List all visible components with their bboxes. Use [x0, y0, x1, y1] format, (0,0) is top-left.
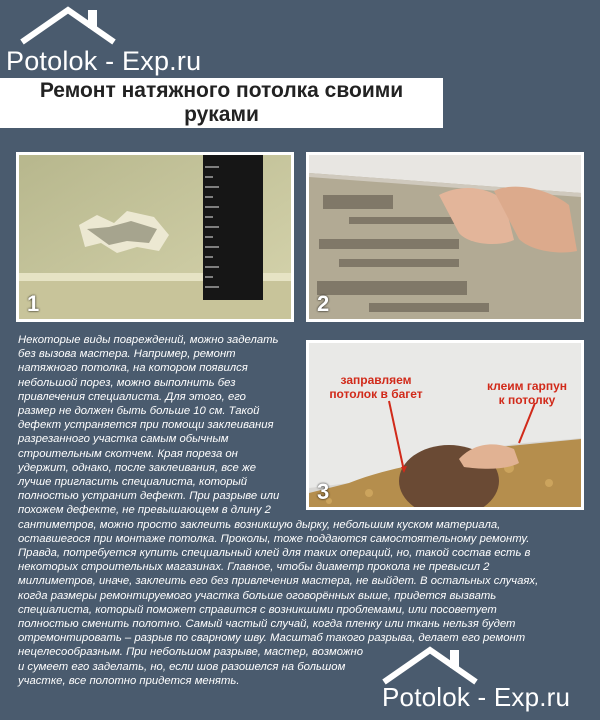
article-line: Правда, потребуется купить специальный клей для таких операций, но, такой состав есть в: [18, 547, 531, 560]
photo-2-ceiling-edge: [306, 152, 584, 322]
article-line: миллиметров, иначе, заклеить его без привлечения мастера, не выйдет. В остальных случаях,: [18, 575, 539, 588]
site-logo-bottom[interactable]: [380, 644, 595, 714]
article-line: участке, все полотно придется менять.: [18, 674, 240, 687]
photo-number: 1: [27, 291, 40, 316]
house-icon: [18, 4, 128, 46]
article-line: когда размеры ремонтируемого участка больше оговорённых выше, придется вызвать: [18, 589, 497, 602]
article-line: полностью сменить полотно. Самый частый случай, когда пленку или ткань нельзя будет: [18, 618, 516, 631]
article-line: размер не должен быть больше 10 см. Такой: [18, 405, 260, 418]
article-line: лучше пригласить специалиста, который: [18, 476, 248, 489]
title-line-2: руками: [184, 103, 259, 126]
annotation-garpun-line-2: к потолку: [498, 393, 556, 407]
article-line: Некоторые виды повреждений, можно заделать: [18, 334, 279, 346]
article-line: дефект устраняется при помощи заклеивания: [18, 419, 274, 432]
page-title: [0, 78, 443, 127]
title-line-1: Ремонт натяжного потолка своими: [39, 79, 404, 102]
logo-text: Potolok - Exp.ru: [382, 682, 571, 712]
article-line: специалиста, который поможет справится с возникшими проблемами, или посоветует: [18, 603, 497, 616]
article-line: привлечения специалиста. Для этого, его: [18, 390, 246, 403]
article-line: натяжного потолка, на котором появился: [18, 362, 248, 375]
photo-1-torn-ceiling: [16, 152, 294, 322]
article-line: сантиметров, можно просто заклеить возникшую дырку, небольшим куском материала,: [18, 518, 501, 531]
photo-1-illustration: [19, 155, 291, 319]
photo-number: 3: [317, 479, 330, 504]
photo-number: 2: [317, 291, 330, 316]
article-line: отремонтировать – разрыв по сварному шву. Масштаб такого разрыва, делает его ремонт: [18, 632, 526, 645]
article-line: оставшегося при монтаже потолка. Проколы, тоже поддаются самостоятельному ремонту.: [18, 532, 530, 545]
annotation-baget-line-1: заправляем: [340, 373, 412, 387]
logo-text: Potolok - Exp.ru: [6, 46, 202, 76]
article-line: похожем дефекте, не превышающем в длину 2: [18, 504, 271, 517]
article-line: некоторых строительных магазинах. Главное, чтобы диаметр прокола не превысил 2: [18, 561, 490, 574]
annotation-garpun-line-1: клеим гарпун: [486, 379, 568, 393]
article-text: [18, 333, 588, 688]
article-line: без вызова мастера. Например, ремонт: [18, 348, 236, 361]
article-line: нецелесообразным. При небольшом разрыве, мастер, возможно: [18, 646, 363, 659]
article-line: строительным скотчем. Края пореза он: [18, 447, 238, 460]
article-line: небольшой порез, можно выполнить без: [18, 376, 236, 389]
site-logo-top[interactable]: [4, 4, 234, 76]
house-icon: [380, 644, 490, 686]
article-line: и сумеет его заделать, но, если шов разошелся на большом: [18, 660, 346, 673]
annotation-baget-line-2: потолок в багет: [329, 387, 423, 401]
article-line: полностью устранит дефект. При разрыве или: [18, 490, 280, 503]
photo-2-illustration: [309, 155, 581, 319]
article-line: удержит, однако, после заклеивания, все же: [18, 461, 257, 474]
article-line: разрезанного участка самым обычным: [18, 433, 229, 446]
